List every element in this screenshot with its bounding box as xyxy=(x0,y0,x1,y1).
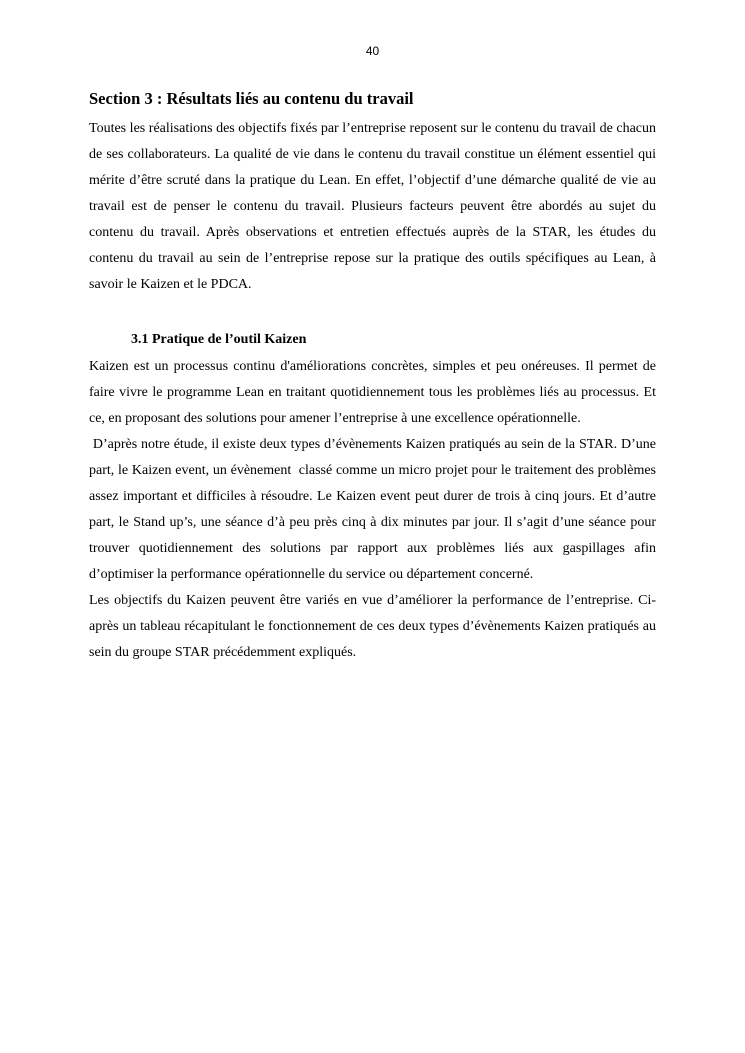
page-number: 40 xyxy=(365,44,380,58)
section-title: Section 3 : Résultats liés au contenu du travail xyxy=(89,89,414,108)
document-body xyxy=(89,88,660,666)
kaizen-paragraph-2: D’après notre étude, il existe deux types d’évènements Kaizen pratiqués au sein de la STAR. D’une part, le Kaizen event, un évènement classé comme un micro projet pour le traitement des problèmes assez important et difficiles à résoudre. Le Kaizen event peut durer de trois à cinq jours. Et d’autre part, le Stand up’s, une séance d’à peu près cinq à dix minutes par jour. Il s’agit d’une séance pour trouver quotidiennement des solutions par rapport aux problèmes liés aux gaspillages afin d’optimiser la performance opérationnelle du service ou département concerné. xyxy=(89,437,660,582)
subsection-title: 3.1 Pratique de l’outil Kaizen xyxy=(131,332,307,347)
kaizen-paragraph-1: Kaizen est un processus continu d'améliorations concrètes, simples et peu onéreuses. Il permet de faire vivre le programme Lean en traitant quotidiennement tous les problèmes liés au processus. Et ce, en proposant des solutions pour amener l’entreprise à une excellence opérationnelle. xyxy=(89,359,660,426)
kaizen-paragraph-3: Les objectifs du Kaizen peuvent être variés en vue d’améliorer la performance de l’entreprise. Ci-après un tableau récapitulant le fonctionnement de ces deux types d’évènements Kaizen pratiqués au sein du groupe STAR précédemment expliqués. xyxy=(89,593,656,660)
section-paragraph: Toutes les réalisations des objectifs fixés par l’entreprise reposent sur le contenu du travail de chacun de ses collaborateurs. La qualité de vie dans le contenu du travail constitue un élément essentiel qui mérite d’être scruté dans la pratique du Lean. En effet, l’objectif d’une démarche qualité de vie au travail est de penser le contenu du travail. Plusieurs facteurs peuvent être abordés au sujet du contenu du travail. Après observations et entretien effectués auprès de la STAR, les études du contenu du travail au sein de l’entreprise repose sur la pratique des outils spécifiques au Lean, à savoir le Kaizen et le PDCA. xyxy=(89,121,656,292)
